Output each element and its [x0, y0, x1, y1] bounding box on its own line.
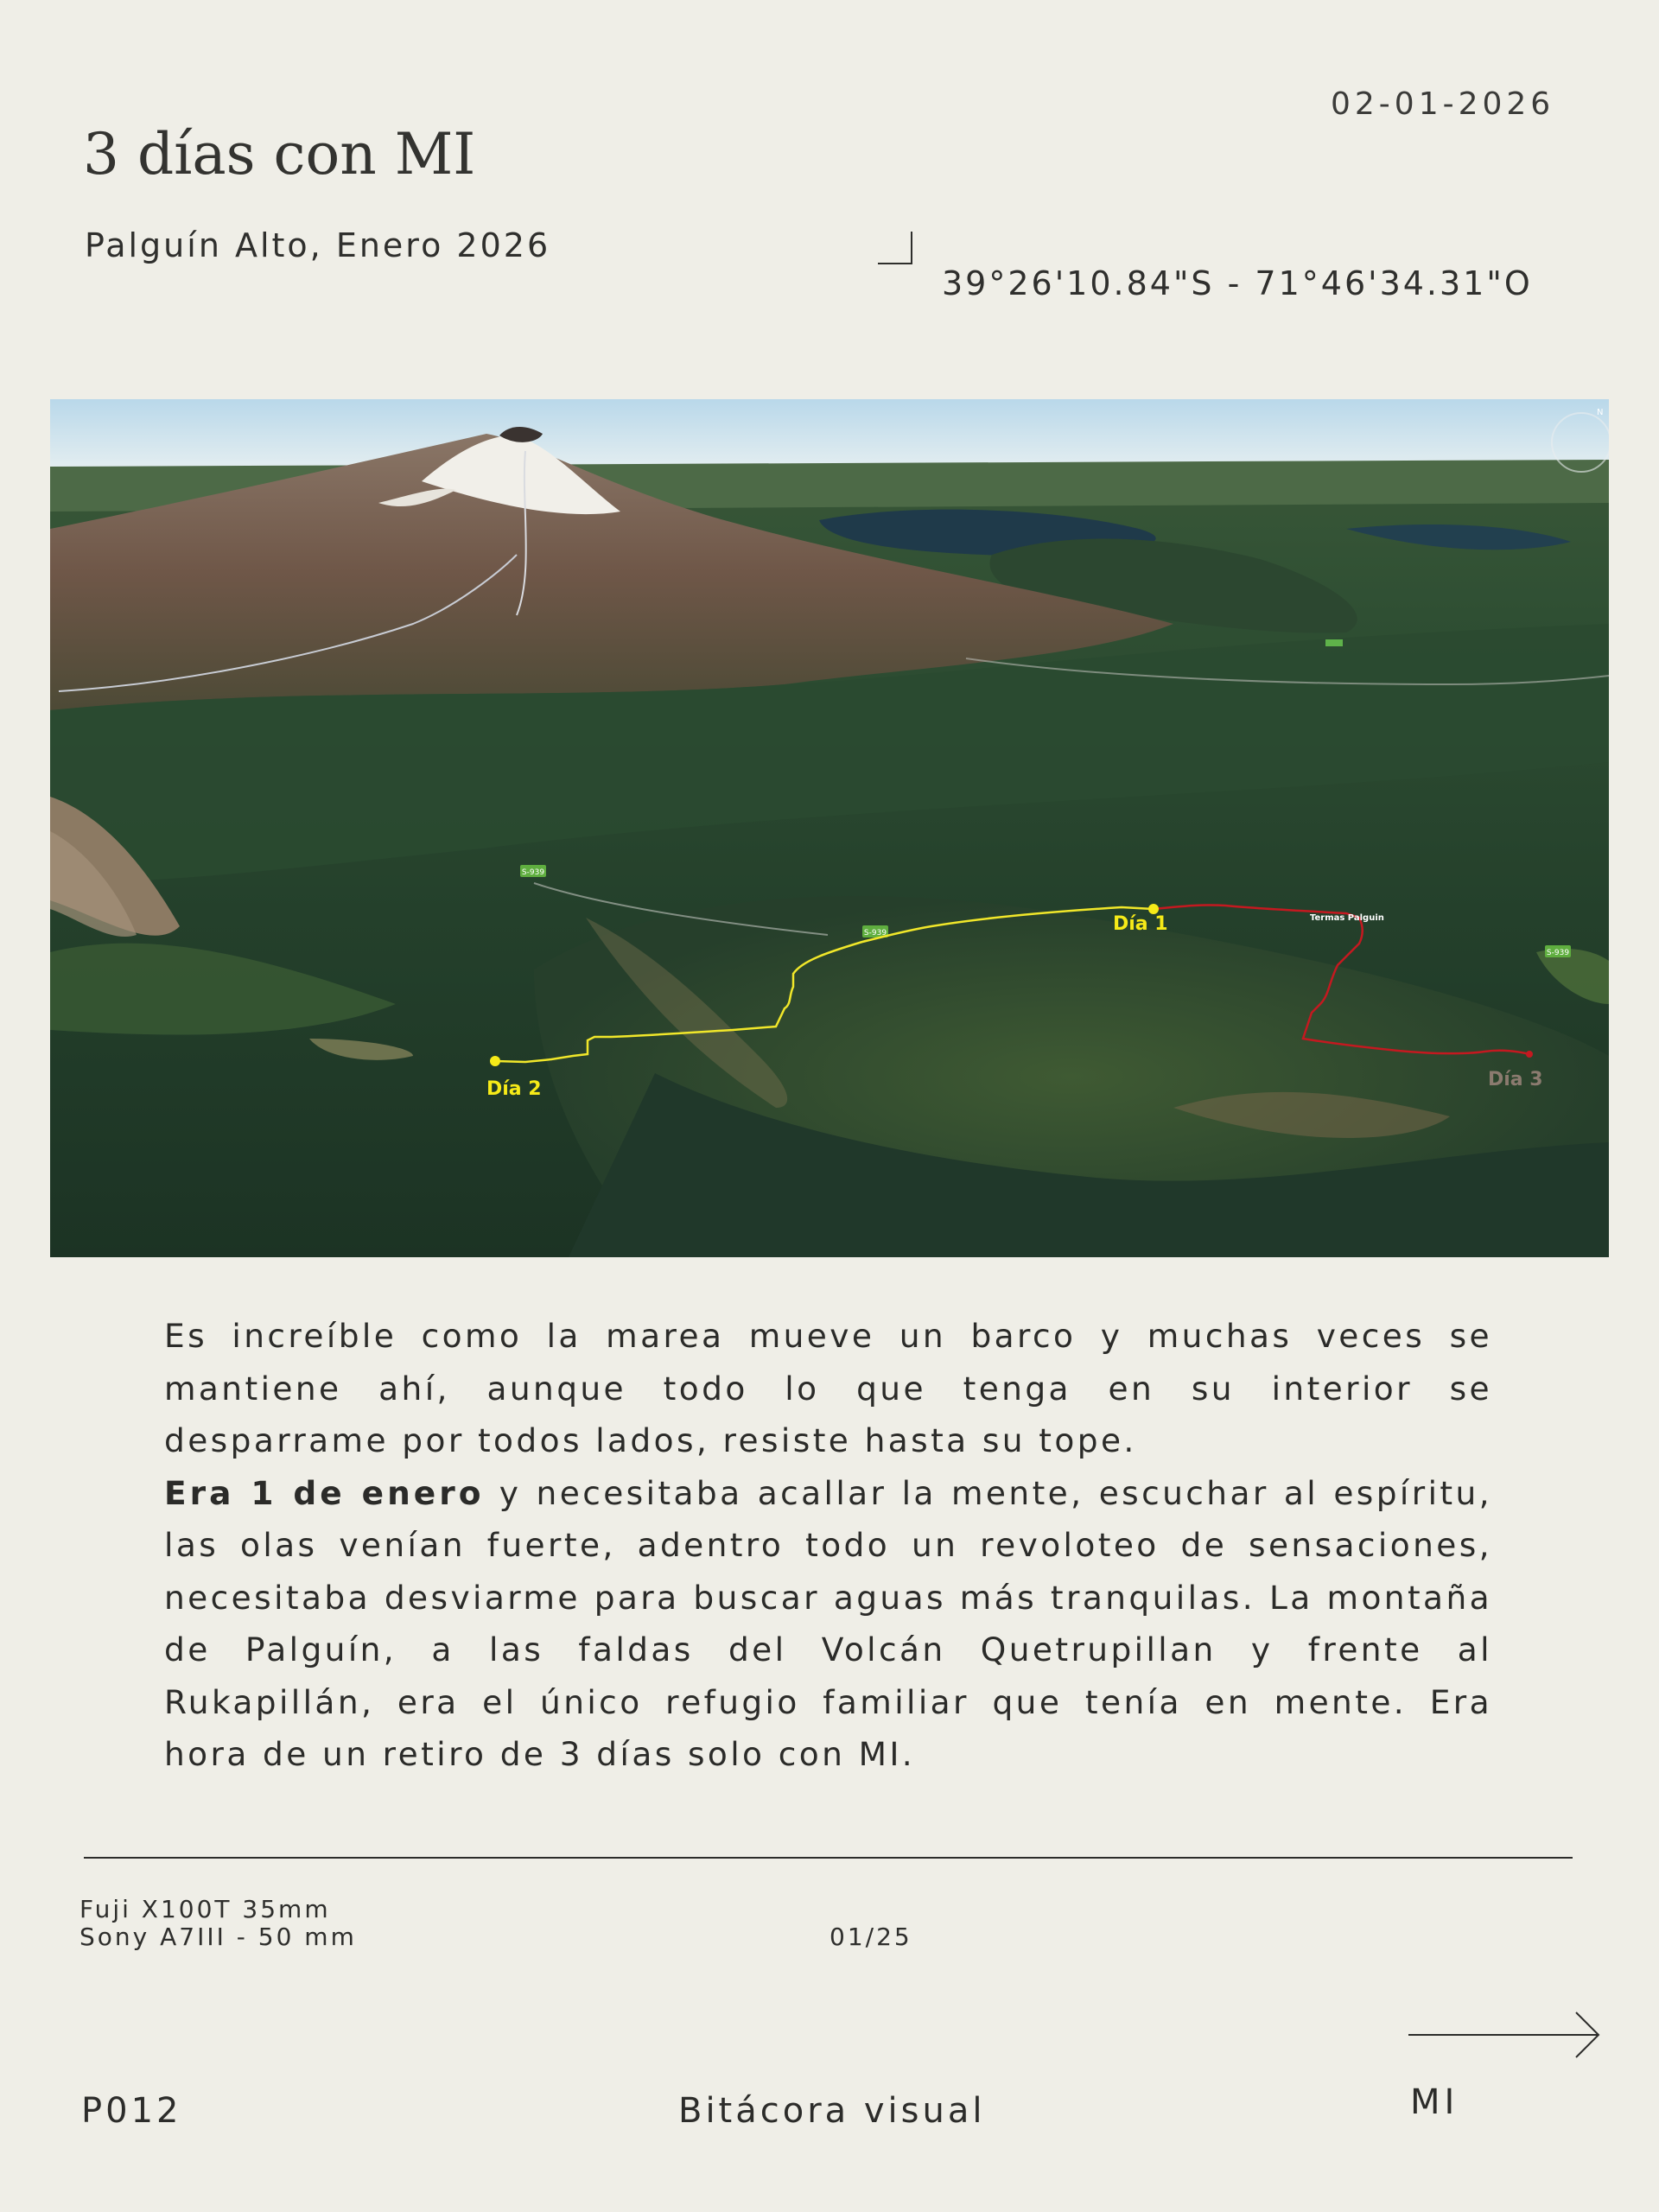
- svg-text:S-939: S-939: [863, 929, 887, 938]
- narrative-text: [164, 1310, 1492, 1781]
- day2-label: Día 2: [486, 1078, 542, 1100]
- section-name: Bitácora visual: [678, 2091, 986, 2131]
- road-label-s939-1: [520, 865, 546, 877]
- day3-marker-icon[interactable]: [1526, 1051, 1533, 1058]
- divider-line: [84, 1857, 1573, 1859]
- svg-text:S-939: S-939: [1546, 949, 1570, 957]
- day3-label: Día 3: [1488, 1069, 1543, 1090]
- entry-code: P012: [81, 2091, 182, 2131]
- brand-mark: MI: [1410, 2082, 1459, 2122]
- gps-coordinates: 39°26'10.84"S - 71°46'34.31"O: [942, 264, 1533, 302]
- day2-marker-icon[interactable]: [490, 1056, 500, 1066]
- next-arrow-icon[interactable]: [1407, 2011, 1602, 2066]
- day1-label: Día 1: [1113, 913, 1168, 935]
- road-label-s939-3: [1545, 945, 1571, 957]
- page-number: 01/25: [830, 1923, 912, 1951]
- paragraph-1: Es increíble como la marea mueve un barco y muchas veces se mantiene ahí, aunque todo lo que tenga en su interior se desparrame por todos lados, resiste hasta su tope.: [164, 1317, 1492, 1459]
- location-subtitle: Palguín Alto, Enero 2026: [85, 226, 551, 264]
- camera-info-1: Fuji X100T 35mm: [79, 1895, 331, 1923]
- svg-text:S-939: S-939: [521, 868, 545, 877]
- paragraph-2-text: y necesitaba acallar la mente, escuchar al espíritu, las olas venían fuerte, adentro todo un revoloteo de sensaciones, necesitaba desviarme para buscar aguas más tranquilas. La montaña de Palguín, a las faldas del Volcán Quetrupillan y frente al Rukapillán, era el único refugio familiar que tenía en mente. Era hora de un retiro de 3 días solo con MI.: [164, 1473, 1492, 1773]
- termas-palguin-label: Termas Palguin: [1310, 913, 1384, 923]
- paragraph-2-highlight: Era 1 de enero: [164, 1473, 485, 1512]
- corner-bracket-mark: [878, 232, 912, 264]
- camera-info-2: Sony A7III - 50 mm: [79, 1923, 357, 1951]
- svg-text:N: N: [1597, 408, 1604, 417]
- page-title: 3 días con MI: [83, 121, 476, 188]
- road-sign-icon: [1325, 639, 1343, 646]
- route-map: [50, 399, 1609, 1257]
- paragraph-2: [164, 1467, 1492, 1781]
- satellite-terrain-view: [50, 399, 1609, 1257]
- entry-date: 02-01-2026: [1331, 86, 1555, 122]
